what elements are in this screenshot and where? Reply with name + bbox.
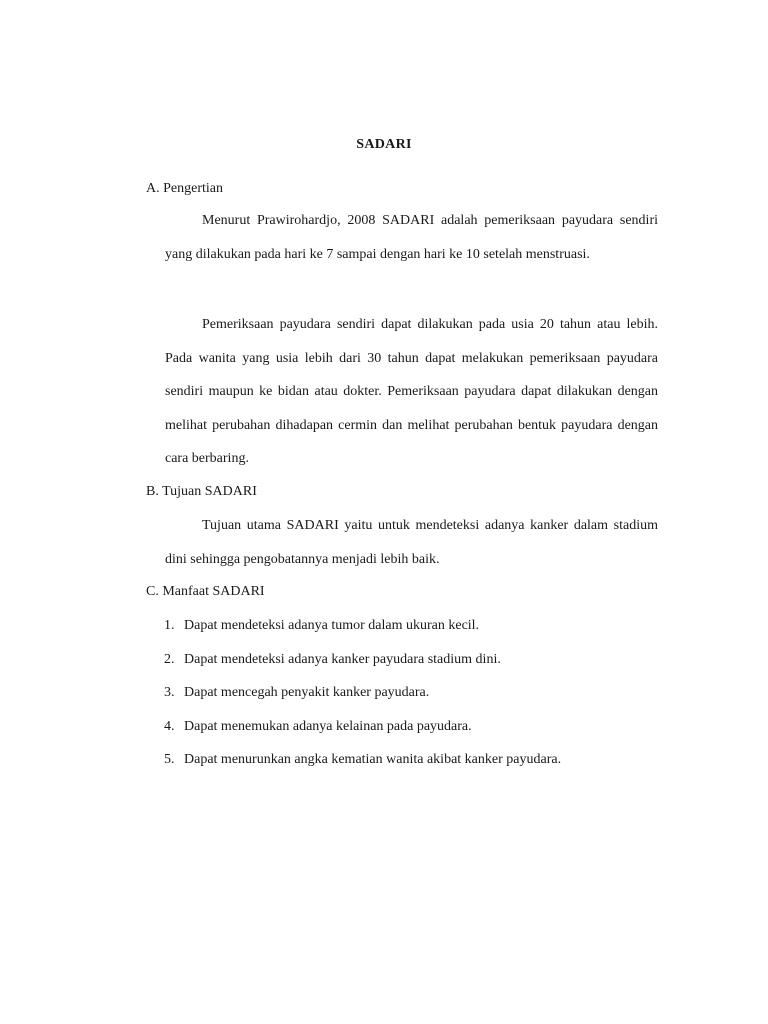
document-title: SADARI: [356, 137, 412, 152]
list-item-number: 4.: [164, 718, 175, 734]
manfaat-list: [164, 616, 561, 784]
list-item: [164, 750, 561, 784]
list-item-text: Dapat mencegah penyakit kanker payudara.: [184, 685, 430, 700]
paragraph-pengertian-2: Pemeriksaan payudara sendiri dapat dilakukan pada usia 20 tahun atau lebih. Pada wanita yang usia lebih dari 30 tahun dapat melakukan pemeriksaan payudara sendiri maupun ke bidan atau dokter. Pemeriksaan payudara dapat dilakukan dengan melihat perubahan dihadapan cermin dan melihat perubahan bentuk payudara dengan cara berbaring.: [165, 317, 658, 466]
list-item: [164, 616, 561, 650]
paragraph-pengertian-1: Menurut Prawirohardjo, 2008 SADARI adalah pemeriksaan payudara sendiri yang dilakukan pada hari ke 7 sampai dengan hari ke 10 setelah menstruasi.: [165, 213, 658, 262]
list-item: [164, 683, 561, 717]
section-heading-manfaat: C. Manfaat SADARI: [146, 584, 265, 599]
list-item-text: Dapat menurunkan angka kematian wanita akibat kanker payudara.: [184, 752, 562, 767]
list-item-number: 1.: [164, 618, 175, 633]
list-item-text: Dapat menemukan adanya kelainan pada payudara.: [184, 718, 472, 734]
list-item-text: Dapat mendeteksi adanya tumor dalam ukuran kecil.: [184, 618, 480, 633]
list-item: [164, 650, 561, 684]
list-item: [164, 717, 561, 751]
list-item-number: 5.: [164, 752, 175, 767]
list-item-number: 3.: [164, 685, 175, 700]
list-item-number: 2.: [164, 651, 175, 667]
paragraph-tujuan: Tujuan utama SADARI yaitu untuk mendeteksi adanya kanker dalam stadium dini sehingga pengobatannya menjadi lebih baik.: [165, 518, 658, 567]
section-heading-pengertian: A. Pengertian: [146, 181, 223, 196]
section-heading-tujuan: B. Tujuan SADARI: [146, 484, 257, 499]
list-item-text: Dapat mendeteksi adanya kanker payudara stadium dini.: [184, 651, 501, 667]
